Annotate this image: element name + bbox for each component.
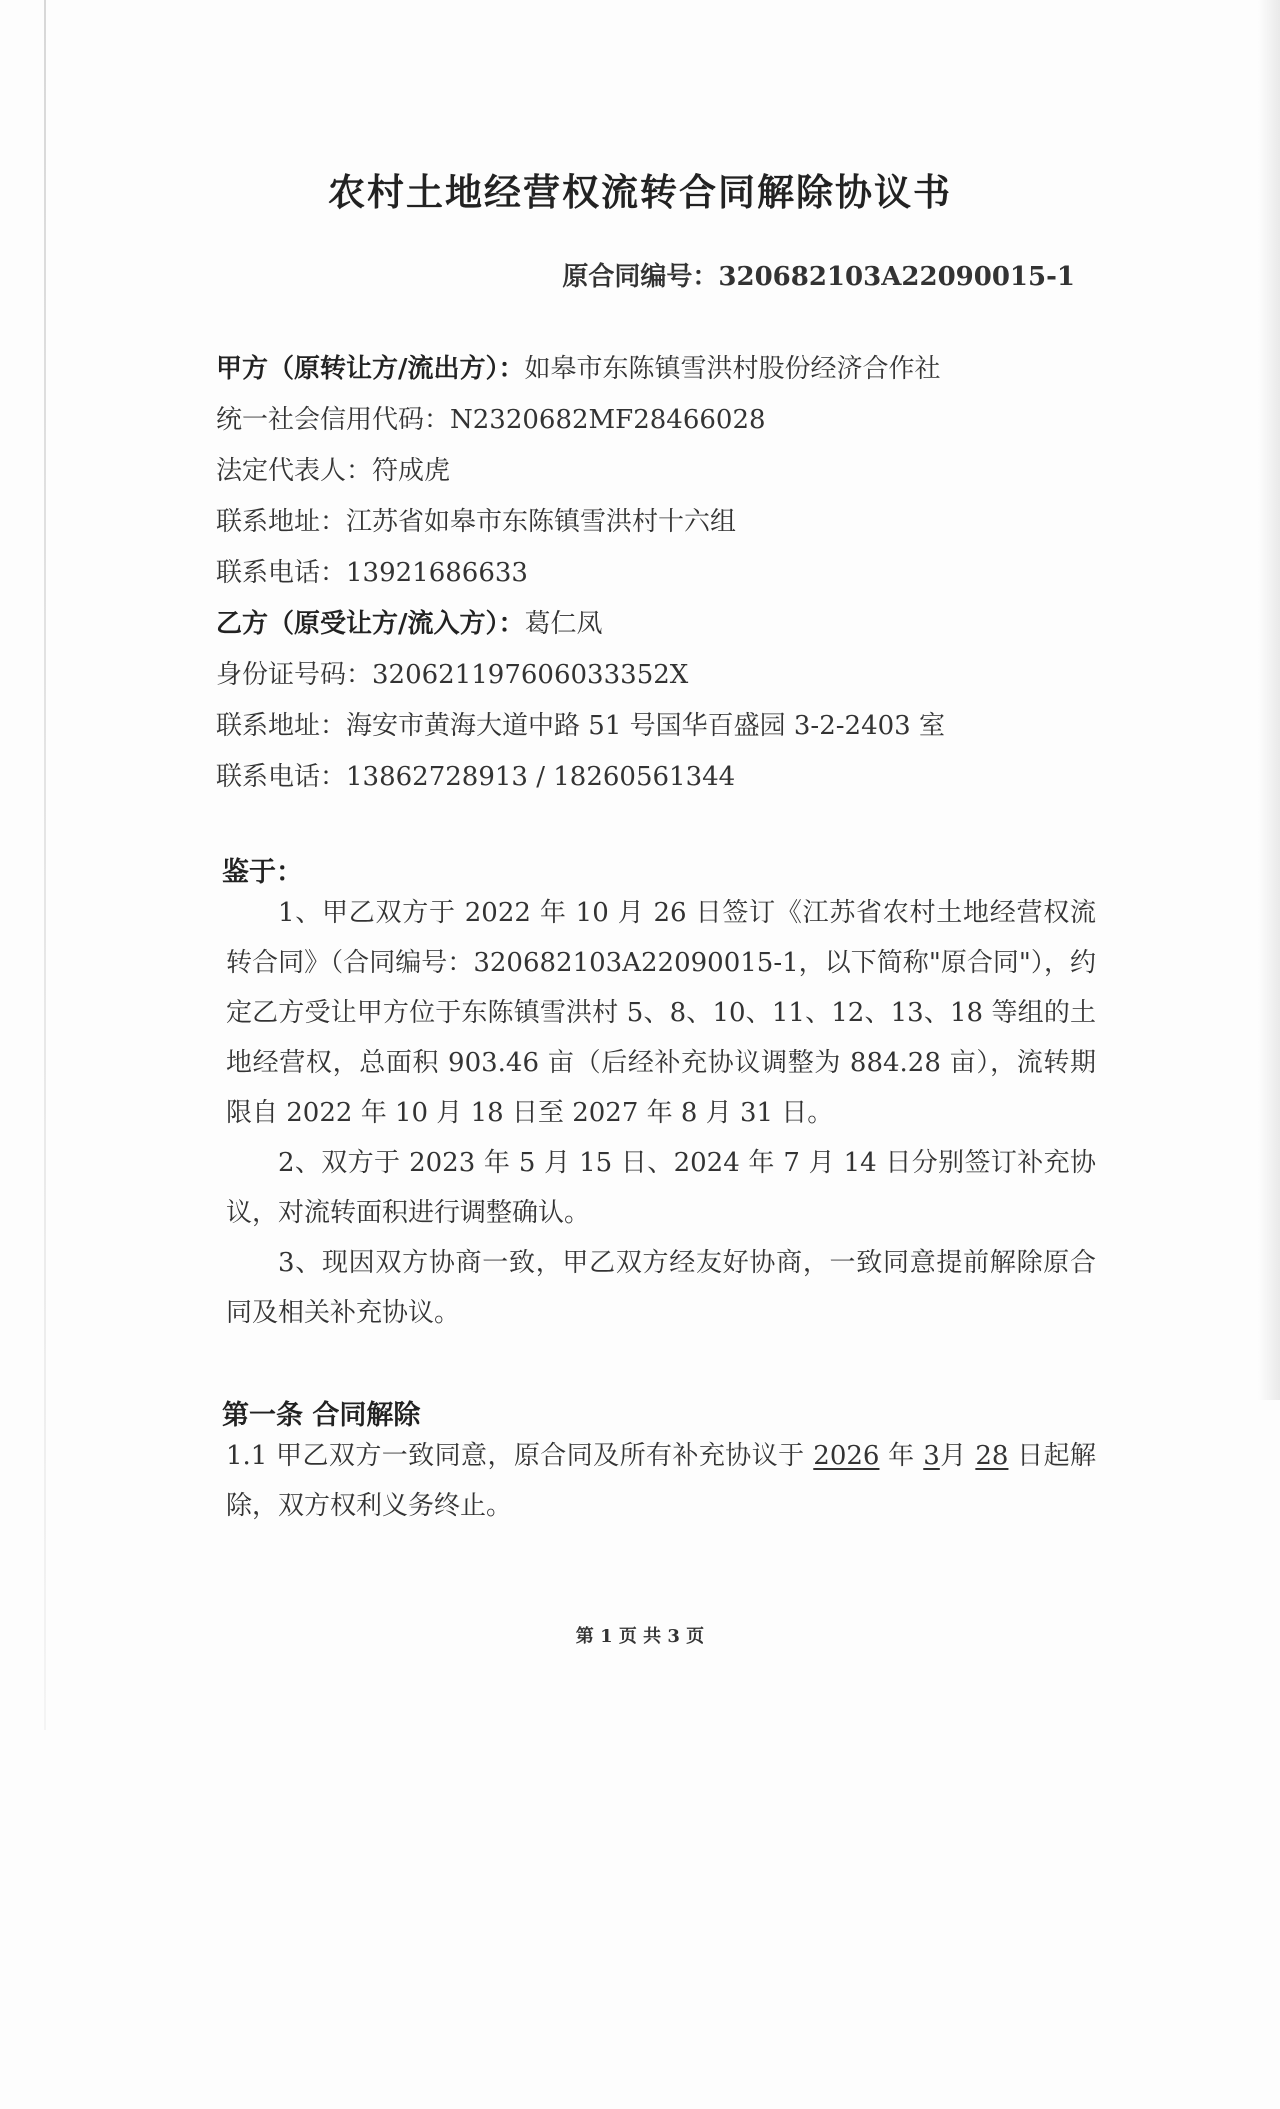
whereas-item-1-text: 1、甲乙双方于 2022 年 10 月 26 日签订《江苏省农村土地经营权流转合同》（合同编号：320682103A22090015-1，以下简称"原合同"），约定乙方受让甲方位于东陈镇雪洪村 5、8、10、11、12、13、18 等组的土地经营权，总面积 903.46 亩（后经补充协议调整为 884.28 亩），流转期限自 2022 年 10 月 18 日至 2027 年 8 月 31 日。 — [226, 898, 1096, 1128]
whereas-heading: 鉴于： — [222, 857, 303, 888]
whereas-item-2 — [226, 1138, 1096, 1238]
termination-month: 3 — [923, 1441, 940, 1471]
party-a-phone-line — [216, 552, 528, 589]
article-1-heading: 第一条 合同解除 — [222, 1400, 421, 1431]
party-a-line — [216, 348, 941, 385]
clause-prefix: 1.1 甲乙双方一致同意，原合同及所有补充协议于 — [226, 1441, 814, 1471]
whereas-item-3 — [226, 1238, 1096, 1338]
party-b-phone-value: 13862728913 / 18260561344 — [346, 762, 736, 792]
party-a-address-value: 江苏省如皋市东陈镇雪洪村十六组 — [346, 507, 737, 537]
whereas-item-3-text: 3、现因双方协商一致，甲乙双方经友好协商，一致同意提前解除原合同及相关补充协议。 — [226, 1248, 1096, 1328]
party-a-representative-line — [216, 450, 450, 487]
contract-no-value: 320682103A22090015-1 — [718, 262, 1075, 292]
party-b-phone-line — [216, 756, 735, 793]
representative-value: 符成虎 — [372, 456, 451, 486]
credit-code-label: 统一社会信用代码： — [216, 405, 451, 435]
representative-label: 法定代表人： — [216, 456, 373, 486]
party-a-phone-label: 联系电话： — [216, 558, 347, 588]
whereas-item-2-text: 2、双方于 2023 年 5 月 15 日、2024 年 7 月 14 日分别签订补充协议，对流转面积进行调整确认。 — [226, 1148, 1096, 1228]
party-b-line — [216, 603, 603, 640]
party-a-address-label: 联系地址： — [216, 507, 347, 537]
article-1-clause-1-1 — [226, 1431, 1096, 1531]
scan-edge-line — [44, 0, 46, 1730]
original-contract-number — [562, 256, 1075, 293]
month-unit: 月 — [939, 1441, 976, 1471]
party-b-label: 乙方（原受让方/流入方）： — [216, 609, 525, 639]
party-a-credit-code-line — [216, 399, 766, 436]
document-title: 农村土地经营权流转合同解除协议书 — [328, 170, 952, 214]
credit-code-value: N2320682MF28466028 — [450, 405, 766, 435]
id-number-label: 身份证号码： — [216, 660, 373, 690]
party-b-id-line — [216, 654, 688, 691]
party-a-phone-value: 13921686633 — [346, 558, 528, 588]
party-b-address-line — [216, 705, 945, 742]
party-b-phone-label: 联系电话： — [216, 762, 347, 792]
party-a-label: 甲方（原转让方/流出方）： — [216, 354, 525, 384]
clause-suffix: 日起解除，双方权利义务终止。 — [226, 1441, 1096, 1521]
party-a-name: 如皋市东陈镇雪洪村股份经济合作社 — [524, 354, 941, 384]
party-b-address-value: 海安市黄海大道中路 51 号国华百盛园 3-2-2403 室 — [346, 711, 945, 741]
party-b-address-label: 联系地址： — [216, 711, 347, 741]
id-number-value: 320621197606033352X — [372, 660, 689, 690]
whereas-item-1 — [226, 888, 1096, 1138]
year-unit: 年 — [879, 1441, 924, 1471]
contract-no-label: 原合同编号： — [562, 262, 719, 292]
termination-year: 2026 — [813, 1441, 880, 1471]
party-b-name: 葛仁凤 — [524, 609, 603, 639]
party-a-address-line — [216, 501, 736, 538]
termination-day: 28 — [975, 1441, 1009, 1471]
page-number-footer: 第 1 页 共 3 页 — [575, 1626, 705, 1647]
